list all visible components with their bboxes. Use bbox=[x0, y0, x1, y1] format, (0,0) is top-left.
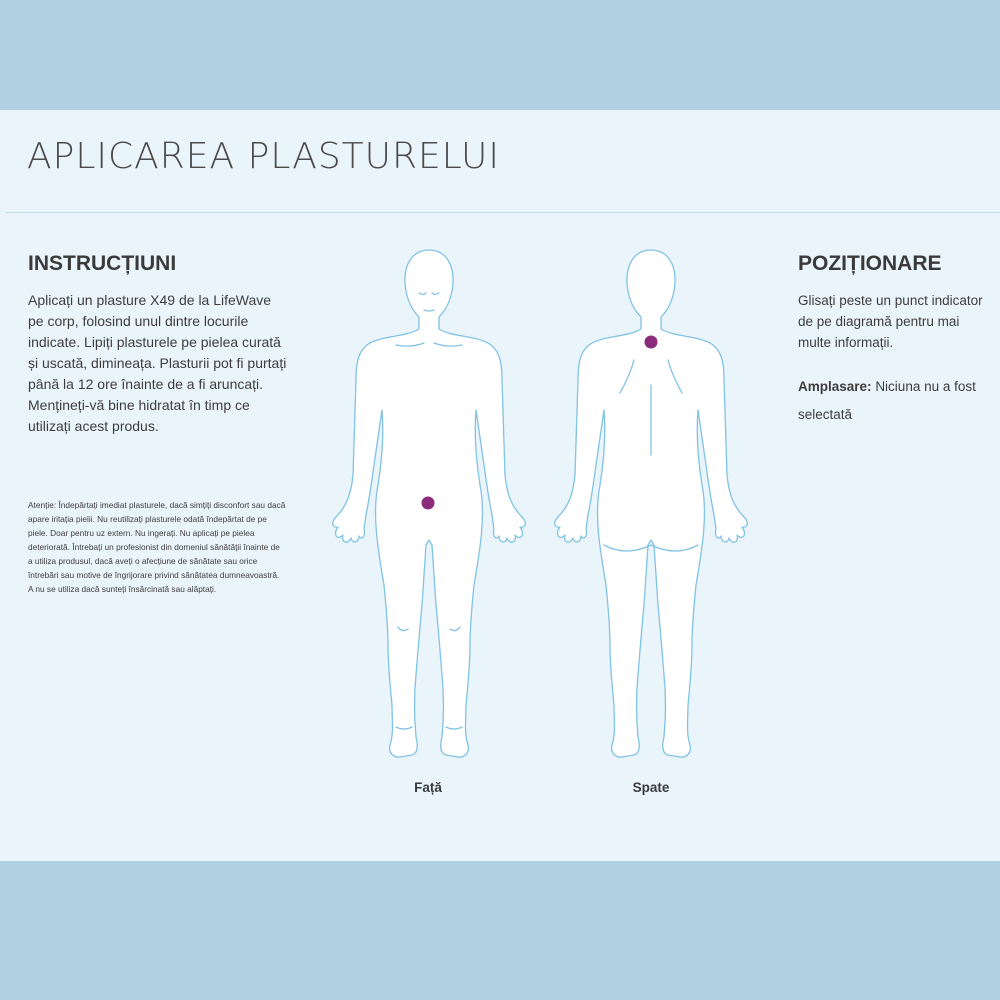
back-figure-label: Spate bbox=[632, 780, 670, 795]
front-lower-abdomen-indicator-dot[interactable] bbox=[422, 497, 435, 510]
location-readout bbox=[798, 373, 988, 429]
front-figure-label: Față bbox=[414, 780, 442, 795]
positioning-section bbox=[798, 252, 988, 429]
location-label: Amplasare: bbox=[798, 379, 872, 394]
location-value: Niciuna nu a fost selectată bbox=[798, 379, 976, 422]
body-back-figure bbox=[548, 245, 754, 765]
patch-application-panel bbox=[0, 110, 1000, 861]
instructions-heading: INSTRUCȚIUNI bbox=[28, 252, 177, 275]
page-title: APLICAREA PLASTURELUI bbox=[27, 136, 501, 177]
positioning-heading: POZIȚIONARE bbox=[798, 252, 942, 275]
title-divider bbox=[6, 212, 1000, 213]
positioning-text: Glisați peste un punct indicator de pe diagramă pentru mai multe informații. bbox=[798, 293, 983, 350]
back-body-outline bbox=[555, 250, 747, 757]
instructions-text: Aplicați un plasture X49 de la LifeWave pe corp, folosind unul dintre locurile indicate. Lipiți plasturele pe pielea curată și uscată, dimineața. Plasturii pot fi purtați până la 12 ore înainte de a fi aruncați. Mențineți-vă bine hidratat în timp ce utilizați acest produs. bbox=[28, 292, 287, 434]
back-neck-indicator-dot[interactable] bbox=[645, 336, 658, 349]
instructions-section bbox=[28, 252, 288, 437]
warning-text: Atenție: Îndepărtați imediat plasturele, dacă simțiți disconfort sau dacă apare iritația pielii. Nu reutilizați plasturele odată îndepărtat de pe piele. Doar pentru uz extern. Nu ingerați. Nu aplicați pe pielea deteriorată. Întrebați un profesionist din domeniul sănătății înainte de a utiliza produsul, dacă aveți o afecțiune de sănătate sau orice întrebări sau motive de îngrijorare privind sănătatea dumneavoastră. A nu se utiliza dacă sunteți însărcinată sau alăptați. bbox=[28, 500, 286, 594]
